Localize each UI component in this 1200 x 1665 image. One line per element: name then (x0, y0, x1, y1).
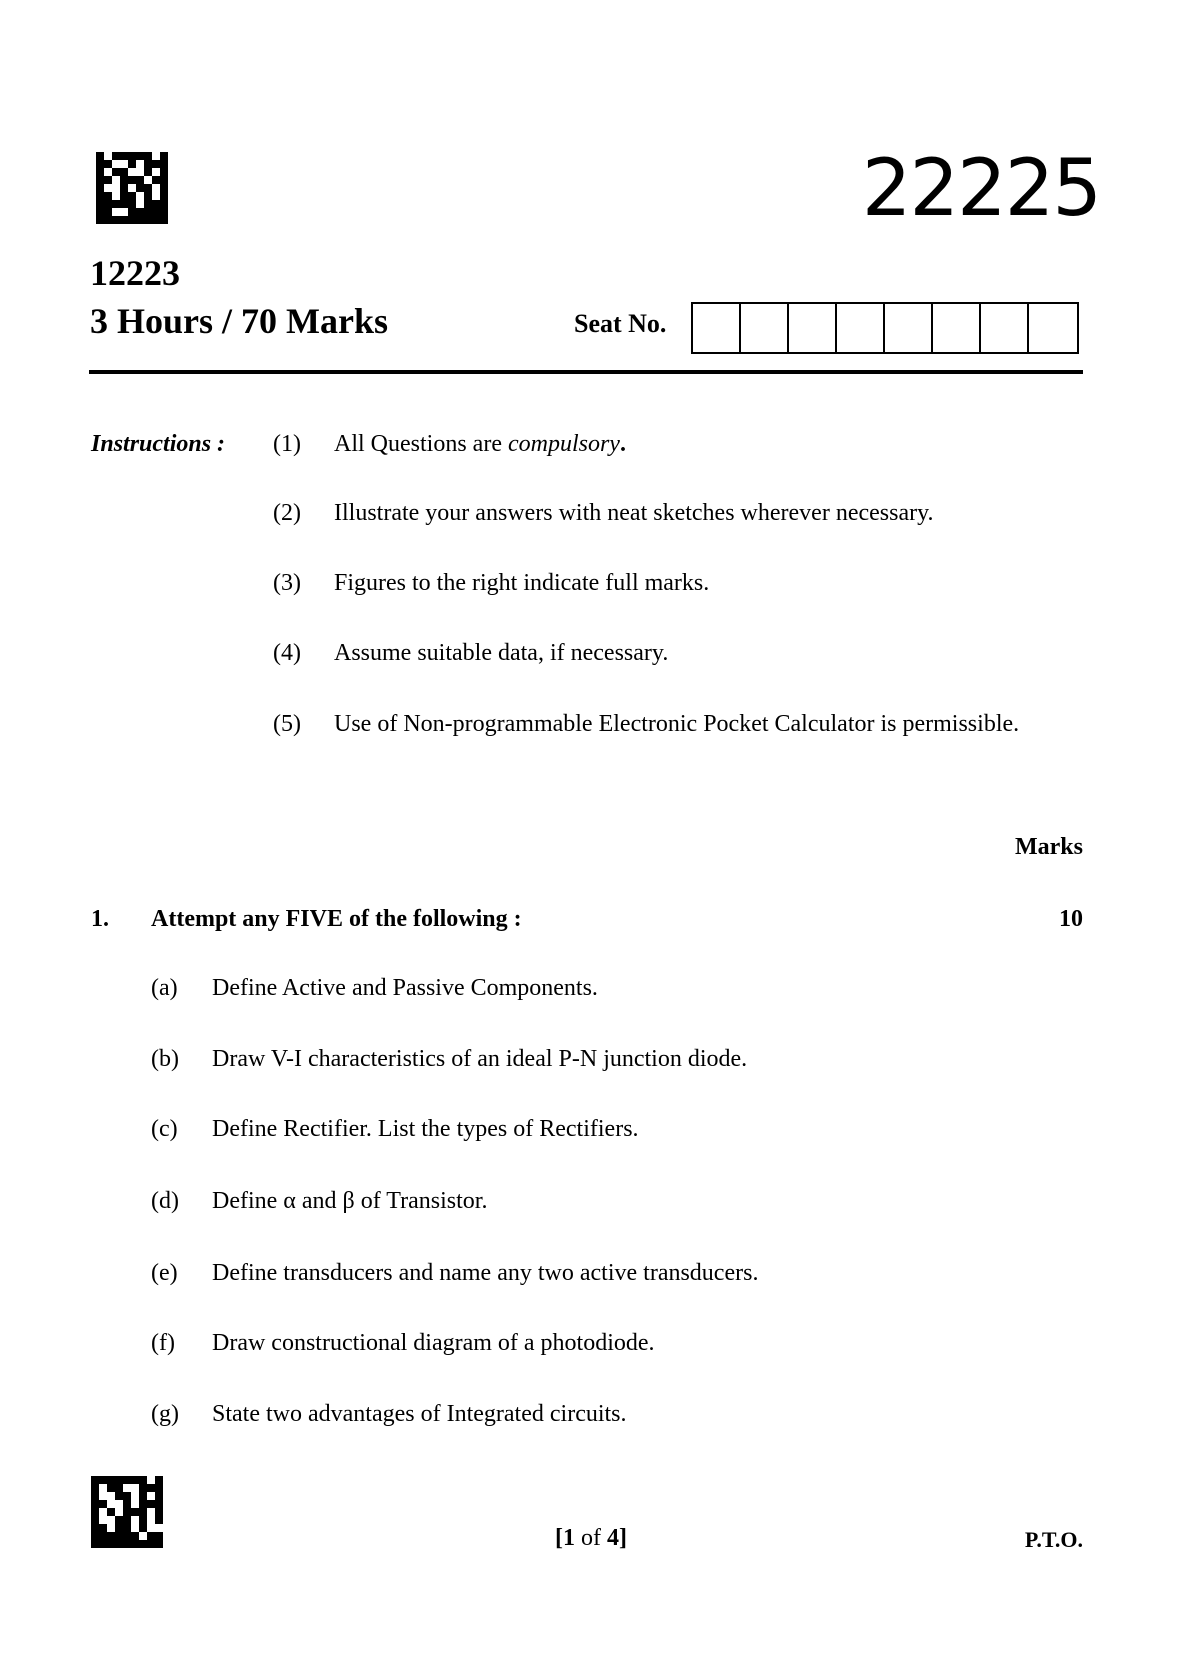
barcode-module (107, 1492, 115, 1500)
barcode-module (152, 192, 160, 200)
barcode-module (131, 1532, 139, 1540)
barcode-module (136, 192, 144, 200)
page-number (555, 1525, 627, 1552)
barcode-module (123, 1508, 131, 1516)
barcode-module (131, 1484, 139, 1492)
question-number: 1. (91, 906, 109, 932)
barcode-module (120, 200, 128, 208)
barcode-module (96, 208, 104, 216)
barcode-module (128, 192, 136, 200)
barcode-module (139, 1516, 147, 1524)
barcode-module (131, 1492, 139, 1500)
barcode-module (136, 176, 144, 184)
barcode-module (160, 208, 168, 216)
barcode-module (115, 1484, 123, 1492)
instruction-text-part: . (619, 431, 626, 457)
barcode-module (115, 1476, 123, 1484)
barcode-module (128, 168, 136, 176)
barcode-module (136, 184, 144, 192)
barcode-module (112, 192, 120, 200)
seat-box (789, 304, 837, 352)
question-marks: 10 (1059, 906, 1083, 932)
barcode-module (91, 1540, 99, 1548)
sub-question-label: (e) (151, 1260, 178, 1286)
barcode-module (152, 152, 160, 160)
barcode-module (91, 1484, 99, 1492)
barcode-module (96, 200, 104, 208)
instructions-label: Instructions : (91, 431, 226, 457)
barcode-module (136, 208, 144, 216)
barcode-module (96, 176, 104, 184)
barcode-module (123, 1500, 131, 1508)
barcode-module (131, 1500, 139, 1508)
barcode-module (160, 184, 168, 192)
barcode-module (123, 1492, 131, 1500)
barcode-module (120, 168, 128, 176)
barcode-module (144, 176, 152, 184)
page-bracket: ] (619, 1525, 627, 1551)
barcode-module (96, 216, 104, 224)
barcode-module (131, 1524, 139, 1532)
barcode-module (144, 200, 152, 208)
duration-marks: 3 Hours / 70 Marks (90, 301, 389, 341)
barcode-module (131, 1508, 139, 1516)
seat-box (837, 304, 885, 352)
barcode-module (136, 216, 144, 224)
barcode-module (120, 184, 128, 192)
barcode-module (147, 1516, 155, 1524)
barcode-module (155, 1540, 163, 1548)
barcode-module (115, 1540, 123, 1548)
exam-code: 12223 (90, 253, 180, 293)
instruction-text: Illustrate your answers with neat sketches wherever necessary. (334, 500, 934, 526)
instruction-number: (3) (273, 570, 301, 596)
seat-number-label: Seat No. (574, 309, 667, 338)
barcode-module (155, 1516, 163, 1524)
barcode-module (123, 1524, 131, 1532)
barcode-module (104, 208, 112, 216)
barcode-module (91, 1508, 99, 1516)
sub-question-text: Draw V-I characteristics of an ideal P-N junction diode. (212, 1046, 748, 1072)
barcode-module (120, 208, 128, 216)
instruction-text-part: All Questions are (334, 431, 508, 457)
barcode-module (96, 168, 104, 176)
barcode-module (104, 176, 112, 184)
barcode-module (104, 160, 112, 168)
barcode-module (128, 216, 136, 224)
barcode-module (99, 1532, 107, 1540)
page-of: of (575, 1525, 607, 1551)
barcode-module (123, 1476, 131, 1484)
barcode-module (123, 1516, 131, 1524)
barcode-module (160, 168, 168, 176)
barcode-module (120, 152, 128, 160)
barcode-module (99, 1500, 107, 1508)
barcode-module (139, 1484, 147, 1492)
sub-question-text: Define transducers and name any two active transducers. (212, 1260, 759, 1286)
barcode-module (139, 1500, 147, 1508)
barcode-module (152, 184, 160, 192)
seat-box (933, 304, 981, 352)
barcode-module (160, 152, 168, 160)
barcode-module (152, 200, 160, 208)
instruction-text (334, 431, 626, 458)
barcode-module (128, 152, 136, 160)
barcode-module (160, 192, 168, 200)
barcode-module (147, 1484, 155, 1492)
barcode-module (112, 152, 120, 160)
barcode-module (123, 1532, 131, 1540)
barcode-module (136, 152, 144, 160)
barcode-module (139, 1476, 147, 1484)
barcode-module (131, 1540, 139, 1548)
barcode-module (147, 1492, 155, 1500)
sub-question-text: State two advantages of Integrated circuits. (212, 1401, 627, 1427)
barcode-module (91, 1532, 99, 1540)
barcode-module (115, 1532, 123, 1540)
barcode-module (160, 216, 168, 224)
barcode-module (96, 184, 104, 192)
barcode-module (152, 160, 160, 168)
barcode-module (120, 216, 128, 224)
barcode-module (131, 1476, 139, 1484)
sub-question-text: Define Rectifier. List the types of Rectifiers. (212, 1116, 639, 1142)
page-bracket: [ (555, 1525, 563, 1551)
seat-box (885, 304, 933, 352)
page-current: 1 (563, 1525, 575, 1551)
datamatrix-barcode-top (96, 152, 168, 224)
barcode-module (107, 1532, 115, 1540)
barcode-module (112, 184, 120, 192)
barcode-module (115, 1524, 123, 1532)
barcode-module (152, 168, 160, 176)
header-divider (89, 370, 1083, 374)
barcode-module (99, 1524, 107, 1532)
barcode-module (120, 176, 128, 184)
barcode-module (112, 200, 120, 208)
instruction-number: (1) (273, 431, 301, 457)
barcode-module (99, 1516, 107, 1524)
barcode-module (155, 1476, 163, 1484)
barcode-module (91, 1524, 99, 1532)
barcode-module (152, 208, 160, 216)
barcode-module (152, 216, 160, 224)
barcode-module (107, 1516, 115, 1524)
sub-question-text: Draw constructional diagram of a photodiode. (212, 1330, 655, 1356)
barcode-module (136, 200, 144, 208)
barcode-module (104, 184, 112, 192)
barcode-module (139, 1492, 147, 1500)
barcode-module (96, 152, 104, 160)
sub-question-label: (f) (151, 1330, 175, 1356)
barcode-module (128, 208, 136, 216)
barcode-module (112, 176, 120, 184)
datamatrix-barcode-bottom (91, 1476, 163, 1548)
barcode-module (91, 1516, 99, 1524)
barcode-module (115, 1508, 123, 1516)
please-turn-over: P.T.O. (1024, 1527, 1083, 1552)
barcode-module (144, 152, 152, 160)
barcode-module (112, 160, 120, 168)
barcode-module (107, 1500, 115, 1508)
barcode-module (123, 1540, 131, 1548)
barcode-module (115, 1500, 123, 1508)
paper-code: 22225 (861, 144, 1100, 234)
marks-column-header: Marks (1015, 834, 1083, 860)
barcode-module (104, 168, 112, 176)
barcode-module (128, 160, 136, 168)
barcode-module (139, 1508, 147, 1516)
instruction-text: Figures to the right indicate full marks. (334, 570, 710, 596)
barcode-module (123, 1484, 131, 1492)
sub-question-label: (a) (151, 975, 178, 1001)
instruction-emphasis: compulsory (507, 431, 620, 457)
barcode-module (144, 168, 152, 176)
barcode-module (99, 1508, 107, 1516)
barcode-module (104, 216, 112, 224)
barcode-module (107, 1476, 115, 1484)
barcode-module (112, 216, 120, 224)
sub-question-label: (g) (151, 1401, 179, 1427)
barcode-module (147, 1508, 155, 1516)
barcode-module (107, 1508, 115, 1516)
barcode-module (147, 1524, 155, 1532)
barcode-module (155, 1484, 163, 1492)
barcode-module (96, 160, 104, 168)
sub-question-label: (b) (151, 1046, 179, 1072)
barcode-module (91, 1476, 99, 1484)
sub-question-label: (d) (151, 1188, 179, 1214)
barcode-module (155, 1508, 163, 1516)
instruction-text: Use of Non-programmable Electronic Pocket Calculator is permissible. (334, 711, 1020, 737)
barcode-module (115, 1516, 123, 1524)
barcode-module (160, 200, 168, 208)
barcode-module (99, 1492, 107, 1500)
barcode-module (104, 192, 112, 200)
barcode-module (107, 1524, 115, 1532)
barcode-module (104, 152, 112, 160)
seat-box (693, 304, 741, 352)
barcode-module (144, 160, 152, 168)
barcode-module (91, 1492, 99, 1500)
barcode-module (107, 1540, 115, 1548)
barcode-module (91, 1500, 99, 1508)
barcode-module (128, 176, 136, 184)
barcode-module (147, 1540, 155, 1548)
barcode-module (107, 1484, 115, 1492)
barcode-module (136, 168, 144, 176)
barcode-module (139, 1524, 147, 1532)
sub-question-text: Define α and β of Transistor. (212, 1188, 488, 1214)
barcode-module (155, 1500, 163, 1508)
barcode-module (128, 184, 136, 192)
barcode-module (120, 192, 128, 200)
barcode-module (131, 1516, 139, 1524)
barcode-module (112, 208, 120, 216)
barcode-module (120, 160, 128, 168)
seat-box (1029, 304, 1077, 352)
seat-box (741, 304, 789, 352)
question-text: Attempt any FIVE of the following : (151, 906, 522, 932)
barcode-module (99, 1484, 107, 1492)
barcode-module (160, 160, 168, 168)
barcode-module (128, 200, 136, 208)
barcode-module (96, 192, 104, 200)
barcode-module (147, 1532, 155, 1540)
barcode-module (136, 160, 144, 168)
barcode-module (155, 1524, 163, 1532)
barcode-module (155, 1532, 163, 1540)
barcode-module (104, 200, 112, 208)
sub-question-text: Define Active and Passive Components. (212, 975, 598, 1001)
instruction-text: Assume suitable data, if necessary. (334, 640, 669, 666)
instruction-number: (2) (273, 500, 301, 526)
barcode-module (144, 192, 152, 200)
sub-question-label: (c) (151, 1116, 178, 1142)
barcode-module (160, 176, 168, 184)
barcode-module (147, 1476, 155, 1484)
seat-number-boxes (691, 302, 1079, 354)
barcode-module (99, 1476, 107, 1484)
barcode-module (144, 216, 152, 224)
barcode-module (144, 208, 152, 216)
barcode-module (152, 176, 160, 184)
barcode-module (147, 1500, 155, 1508)
barcode-module (99, 1540, 107, 1548)
instruction-number: (5) (273, 711, 301, 737)
barcode-module (144, 184, 152, 192)
page-total: 4 (607, 1525, 619, 1551)
barcode-module (115, 1492, 123, 1500)
seat-box (981, 304, 1029, 352)
barcode-module (139, 1532, 147, 1540)
barcode-module (112, 168, 120, 176)
instruction-number: (4) (273, 640, 301, 666)
barcode-module (139, 1540, 147, 1548)
barcode-module (155, 1492, 163, 1500)
